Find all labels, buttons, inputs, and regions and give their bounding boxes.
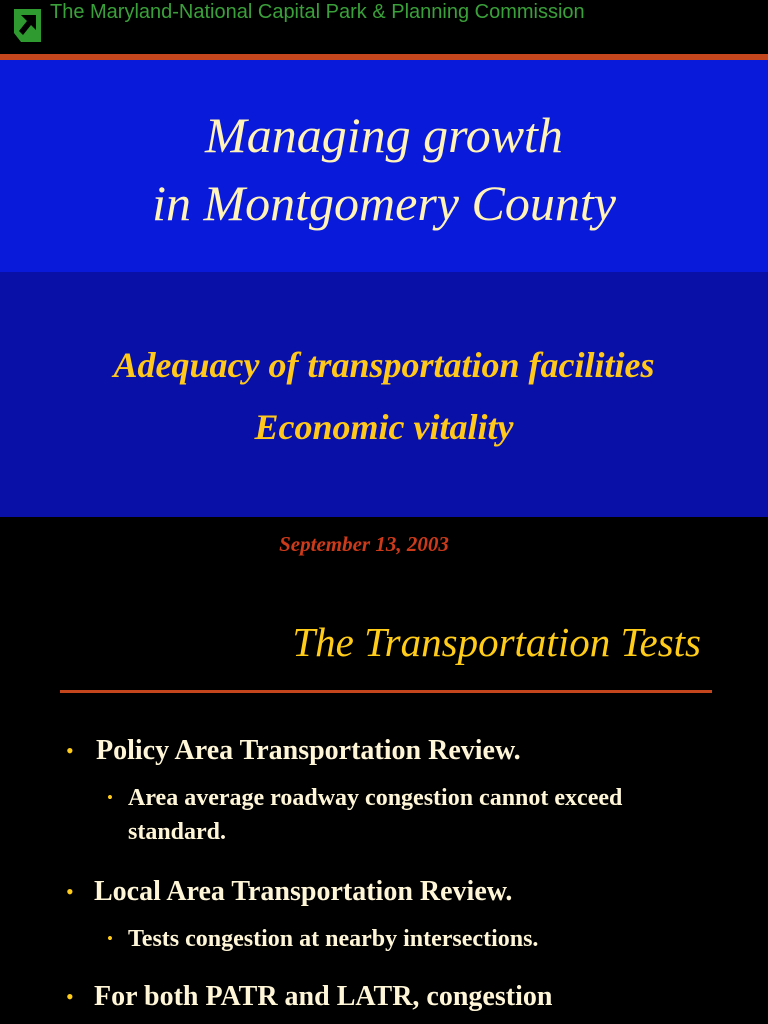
sub-bullet-item: Tests congestion at nearby intersections. [128,926,539,952]
slide-title-line: in Montgomery County [152,175,616,231]
slide-subtitle-line: Economic vitality [254,407,514,447]
bullet-item: For both PATR and LATR, congestion [94,981,553,1012]
bullet-item: Local Area Transportation Review. [94,876,513,907]
bullet-item: Policy Area Transportation Review. [96,735,521,766]
sub-bullet-item: Area average roadway congestion cannot exceed standard. [128,785,623,845]
section-divider [60,690,712,693]
organization-name: The Maryland-National Capital Park & Planning Commission [50,1,585,23]
slide-subtitle-line: Adequacy of transportation facilities [113,345,655,385]
bullet-marker-icon: • [66,738,74,763]
sub-bullet-marker-icon: • [107,929,113,948]
bullet-marker-icon: • [66,984,74,1009]
header-bar [0,0,768,56]
mncppc-logo-icon [14,9,41,42]
bullet-marker-icon: • [66,879,74,904]
slide-title-line: Managing growth [205,107,563,163]
presentation-date: September 13, 2003 [279,532,449,556]
slide-title [0,101,768,237]
section-heading: The Transportation Tests [292,619,701,665]
slide-subtitle [0,334,768,458]
sub-bullet-marker-icon: • [107,788,113,807]
